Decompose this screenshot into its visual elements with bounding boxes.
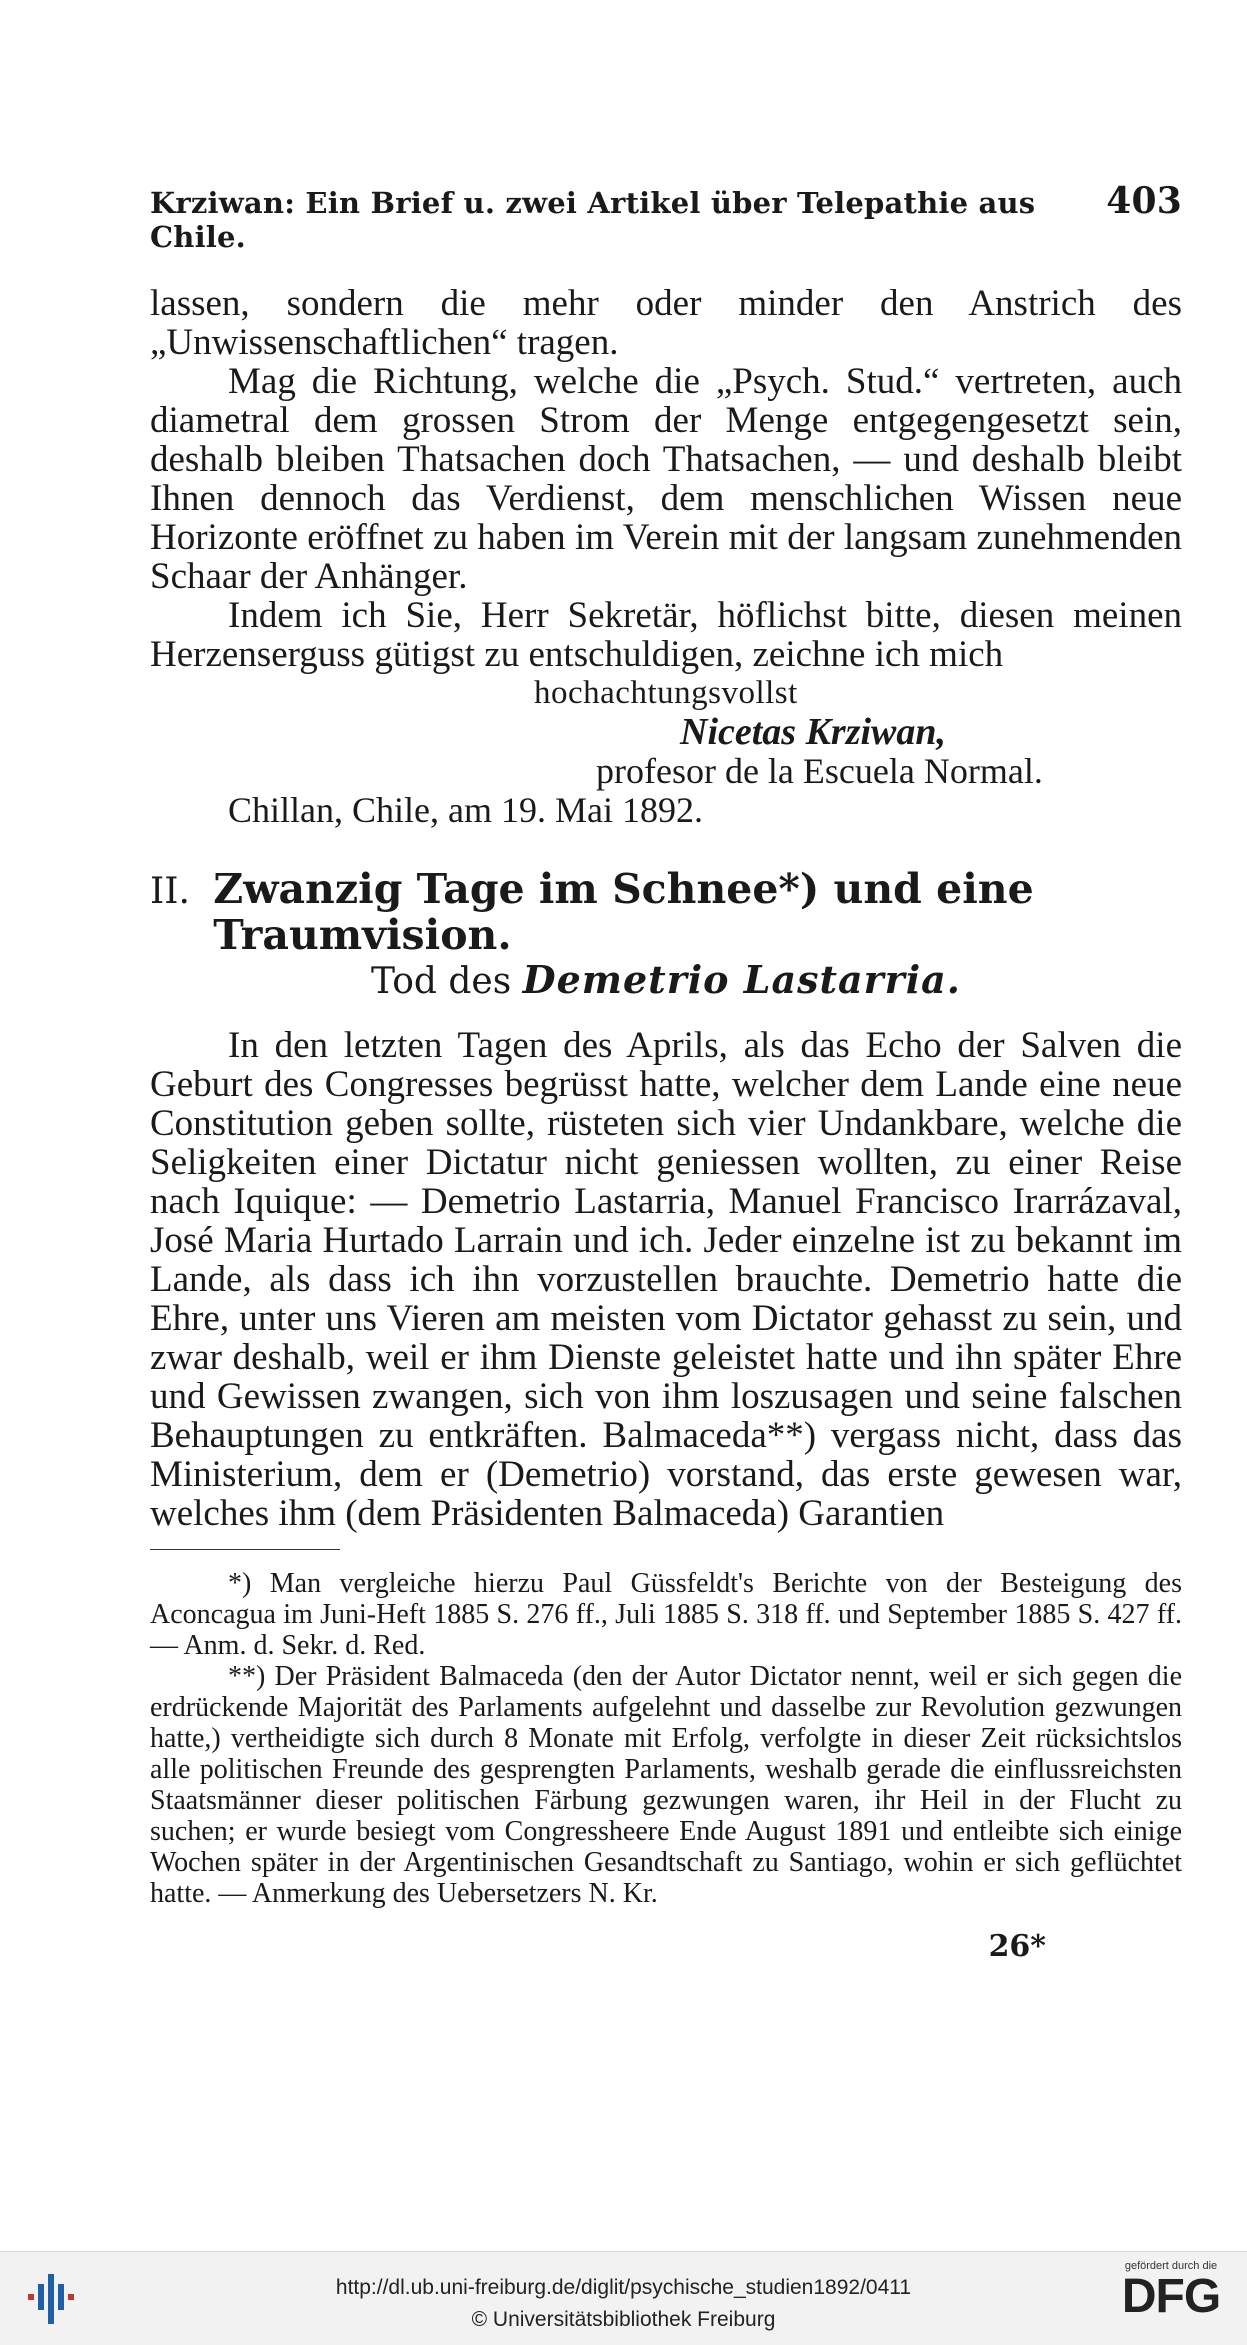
viewer-footer [0, 2251, 1247, 2345]
subtitle-name: Demetrio Lastarria. [522, 957, 961, 1002]
running-title: Krziwan: Ein Brief u. zwei Artikel über Telepathie aus Chile. [150, 186, 1036, 254]
footnote-1: *) Man vergleiche hierzu Paul Güssfeldt's Berichte von der Besteigung des Aconcagua im Juni-Heft 1885 S. 276 ff., Juli 1885 S. 318 ff. und September 1885 S. 427 ff. — Anm. d. Sekr. d. Red. [150, 1568, 1182, 1661]
section-title: Zwanzig Tage im Schnee*) und eine Traumvision. [213, 865, 1034, 959]
footnote-2: **) Der Präsident Balmaceda (den der Autor Dictator nennt, weil er sich gegen die erdrückende Majorität des Parlaments aufgelehnt und dasselbe zur Revolution gezwungen hatte,) vertheidigte sich durch 8 Monate mit Erfolg, verfolgte in dieser Zeit rücksichtslos alle politischen Freunde des gesprengten Parlaments, weshalb gerade die einflussreichsten Staatsmänner dieser politischen Färbung gezwungen waren, ihr Heil in der Flucht zu suchen; er wurde besiegt vom Congressheere Ende August 1891 und entleibte sich einige Wochen später in der Argentinischen Gesandtschaft zu Santiago, wohin er sich geflüchtet hatte. — Anmerkung des Uebersetzers N. Kr. [150, 1661, 1182, 1909]
page-number: 403 [1106, 180, 1182, 222]
letter-signature: Nicetas Krziwan, [680, 711, 947, 753]
letter-closing: hochachtungsvollst [534, 675, 798, 711]
letter-paragraph-2: Mag die Richtung, welche die „Psych. Stud.“ vertreten, auch diametral dem grossen Strom der Menge entgegengesetzt sein, deshalb bleiben Thatsachen doch Thatsachen, — und deshalb bleibt Ihnen dennoch das Verdienst, dem menschlichen Wissen neue Horizonte eröffnet zu haben im Verein mit der langsam zunehmenden Schaar der Anhänger. [150, 361, 1182, 597]
page-content [150, 180, 1182, 1964]
dfg-wordmark: DFG [1121, 2270, 1221, 2323]
letter-paragraph-1: lassen, sondern die mehr oder minder den Anstrich des „Unwissenschaftlichen“ tragen. [150, 283, 1182, 363]
footer-url-link[interactable]: http://dl.ub.uni-freiburg.de/diglit/psychische_studien1892/0411 [335, 2276, 912, 2299]
letter-paragraph-3: Indem ich Sie, Herr Sekretär, höflichst bitte, diesen meinen Herzenserguss gütigst zu entschuldigen, zeichne ich mich [150, 595, 1182, 675]
article-paragraph-1: In den letzten Tagen des Aprils, als das Echo der Salven die Geburt des Congresses begrüsst hatte, welcher dem Lande eine neue Constitution geben sollte, rüsteten sich vier Undankbare, welche die Seligkeiten einer Dictatur nicht geniessen wollten, zu einer Reise nach Iquique: — Demetrio Lastarria, Manuel Francisco Irarrázaval, José Maria Hurtado Larrain und ich. Jeder einzelne ist zu bekannt im Lande, als dass ich ihn vorzustellen brauchte. Demetrio hatte die Ehre, unter uns Vieren am meisten vom Dictator gehasst zu sein, und zwar deshalb, weil er ihm Dienste geleistet hatte und ihn später Ehre und Gewissen zwangen, sich von ihm loszusagen und seine falschen Behauptungen zu entkräften. Balmaceda**) vergass nicht, dass das Ministerium, dem er (Demetrio) vorstand, das erste gewesen war, welches ihm (dem Präsidenten Balmaceda) Garantien [150, 1025, 1182, 1534]
section-subtitle [150, 958, 1182, 1004]
footnote-rule [150, 1549, 340, 1550]
article-body [150, 1026, 1182, 1533]
letter-body [150, 284, 1182, 830]
dfg-tagline: gefördert durch die [1124, 2260, 1218, 2272]
footnotes [150, 1568, 1182, 1909]
subtitle-prefix: Tod des [371, 961, 512, 1002]
dfg-logo[interactable] [1113, 2260, 1229, 2321]
letter-place-date: Chillan, Chile, am 19. Mai 1892. [228, 790, 703, 830]
running-header [150, 180, 1182, 254]
letter-position: profesor de la Escuela Normal. [596, 751, 1043, 791]
section-heading [150, 866, 1182, 958]
footer-copyright: © Universitätsbibliothek Freiburg [471, 2308, 776, 2331]
section-number: II. [150, 871, 190, 912]
signature-mark: 26* [988, 1929, 1046, 1964]
